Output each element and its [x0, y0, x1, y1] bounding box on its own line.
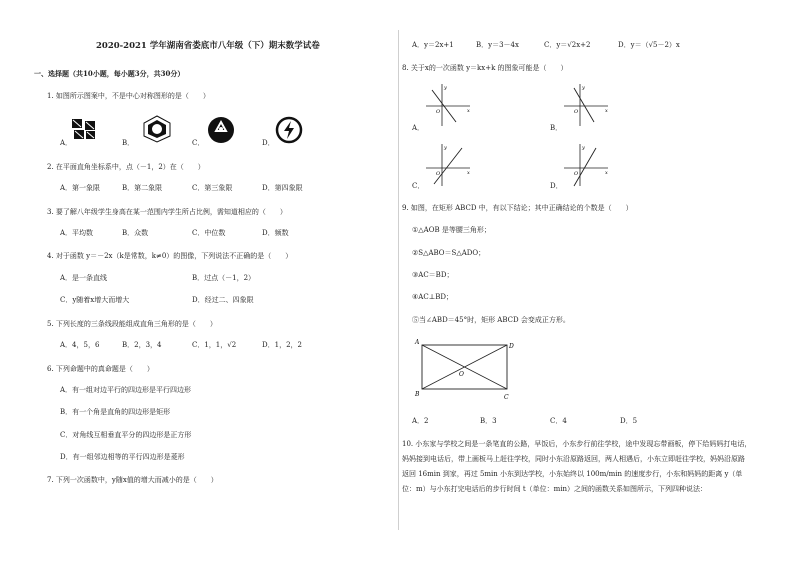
axis-label: x: [467, 108, 470, 114]
q9-item: ②S△ABO＝S△ADO；: [412, 249, 486, 257]
q1-figure-a: [70, 117, 98, 141]
q9-option-b: B．3: [480, 417, 497, 425]
q3-option-c: C．中位数: [192, 229, 226, 237]
q10-line: 10. 小东家与学校之间是一条笔直的公路，早饭后，小东步行前往学校，途中发现忘带画板，停下给妈妈打电话，: [402, 440, 752, 448]
q1-option-d: D．: [262, 139, 275, 147]
q7-option-d: D．y＝（√5－2）x: [618, 41, 680, 49]
axis-label: x: [605, 170, 608, 176]
q9-item: ③AC＝BD；: [412, 271, 454, 279]
left-column: [0, 0, 395, 561]
vertex-label-b: B: [415, 391, 420, 398]
origin-label: O: [574, 109, 579, 115]
q2-option-c: C．第三象限: [192, 184, 233, 192]
q1-option-a: A．: [60, 139, 73, 147]
q1-figure-b: [142, 115, 172, 143]
q6-option-c: C．对角线互相垂直平分的四边形是正方形: [60, 431, 192, 439]
axis-label: y: [582, 85, 585, 91]
q4-option-a: A．是一条直线: [60, 274, 108, 282]
q6-option-a: A．有一组对边平行的四边形是平行四边形: [60, 386, 192, 394]
axis-label: y: [582, 145, 585, 151]
q1-figure-d: [275, 116, 303, 144]
axis-label: y: [444, 85, 447, 91]
q7-stem: 7. 下列一次函数中，y随x值的增大而减小的是（ ）: [47, 476, 218, 484]
q10-line: 妈妈接到电话后，带上画板马上赶往学校，同时小东沿原路返回，两人相遇后，小东立即赶往学校，妈妈沿原路: [402, 455, 745, 463]
q9-item: ①△AOB 是等腰三角形；: [412, 226, 491, 234]
q9-option-c: C．4: [550, 417, 567, 425]
q5-option-a: A．4，5，6: [60, 341, 100, 349]
vertex-label-c: C: [504, 394, 509, 400]
q9-option-d: D．5: [620, 417, 638, 425]
origin-label: O: [574, 171, 579, 177]
q9-item: ④AC⊥BD；: [412, 293, 454, 301]
q10-line: 位：m）与小东打完电话后的步行时间 t（单位：min）之间的函数关系如图所示，下列四种说法：: [402, 485, 708, 493]
q10-line: 返回 16min 到家，再过 5min 小东到达学校，小东始终以 100m/min 的速度步行，小东和妈妈的距离 y（单: [402, 470, 743, 478]
origin-label: O: [436, 171, 441, 177]
q6-option-d: D．有一组邻边相等的平行四边形是菱形: [60, 453, 185, 461]
q6-stem: 6. 下列命题中的真命题是（ ）: [47, 365, 154, 373]
q9-item: ⑤当∠ABD＝45°时，矩形 ABCD 会变成正方形。: [412, 316, 570, 324]
page-title: 2020-2021 学年湖南省娄底市八年级（下）期末数学试卷: [96, 41, 320, 51]
q7-option-b: B．y＝3－4x: [476, 41, 519, 49]
vertex-label-a: A: [415, 339, 420, 346]
q2-stem: 2. 在平面直角坐标系中，点（－1，2）在（ ）: [47, 163, 205, 171]
q7-option-c: C．y＝√2x+2: [544, 41, 591, 49]
q5-stem: 5. 下列长度的三条线段能组成直角三角形的是（ ）: [47, 320, 217, 328]
q1-option-b: B．: [122, 139, 135, 147]
q6-option-b: B．有一个角是直角的四边形是矩形: [60, 408, 171, 416]
q8-graph-c: [422, 142, 472, 188]
vertex-label-d: D: [509, 343, 514, 350]
q8-option-c: C．: [412, 182, 425, 190]
axis-label: x: [605, 108, 608, 114]
axis-label: y: [444, 145, 447, 151]
center-label-o: O: [459, 371, 464, 378]
q7-option-a: A．y＝2x+1: [412, 41, 454, 49]
q5-option-c: C．1，1，√2: [192, 341, 237, 349]
q8-option-a: A．: [412, 124, 425, 132]
q4-option-d: D．经过二、四象限: [192, 296, 254, 304]
q3-option-a: A．平均数: [60, 229, 94, 237]
q9-stem: 9. 如图，在矩形 ABCD 中，有以下结论；其中正确结论的个数是（ ）: [402, 204, 633, 212]
q8-option-d: D．: [550, 182, 563, 190]
q9-option-a: A．2: [412, 417, 429, 425]
q9-rectangle-figure: [412, 336, 522, 400]
q4-option-c: C．y随着x增大而增大: [60, 296, 130, 304]
q1-option-c: C．: [192, 139, 205, 147]
q3-stem: 3. 要了解八年级学生身高在某一范围内学生所占比例，需知道相应的（ ）: [47, 208, 287, 216]
q1-figure-c: [207, 116, 235, 144]
q3-option-d: D．频数: [262, 229, 289, 237]
q8-graph-a: [422, 82, 472, 128]
q2-option-b: B．第二象限: [122, 184, 163, 192]
q5-option-b: B．2，3，4: [122, 341, 162, 349]
q8-graph-b: [560, 82, 610, 128]
q4-stem: 4. 对于函数 y＝－2x（k是常数，k≠0）的图像，下列说法不正确的是（ ）: [47, 252, 293, 260]
q4-option-b: B．过点（－1，2）: [192, 274, 256, 282]
q5-option-d: D．1，2，2: [262, 341, 302, 349]
q8-graph-d: [560, 142, 610, 188]
q2-option-d: D．第四象限: [262, 184, 303, 192]
q2-option-a: A．第一象限: [60, 184, 101, 192]
q8-stem: 8. 关于x的一次函数 y＝kx+k 的图象可能是（ ）: [402, 64, 568, 72]
section-heading: 一、选择题（共10小题，每小题3分，共30分）: [34, 69, 185, 78]
right-column: [400, 0, 794, 561]
axis-label: x: [467, 170, 470, 176]
q8-option-b: B．: [550, 124, 563, 132]
q3-option-b: B．众数: [122, 229, 149, 237]
column-divider: [398, 30, 399, 530]
q1-stem: 1. 如图所示图案中，不是中心对称图形的是（ ）: [47, 92, 210, 100]
origin-label: O: [436, 109, 441, 115]
